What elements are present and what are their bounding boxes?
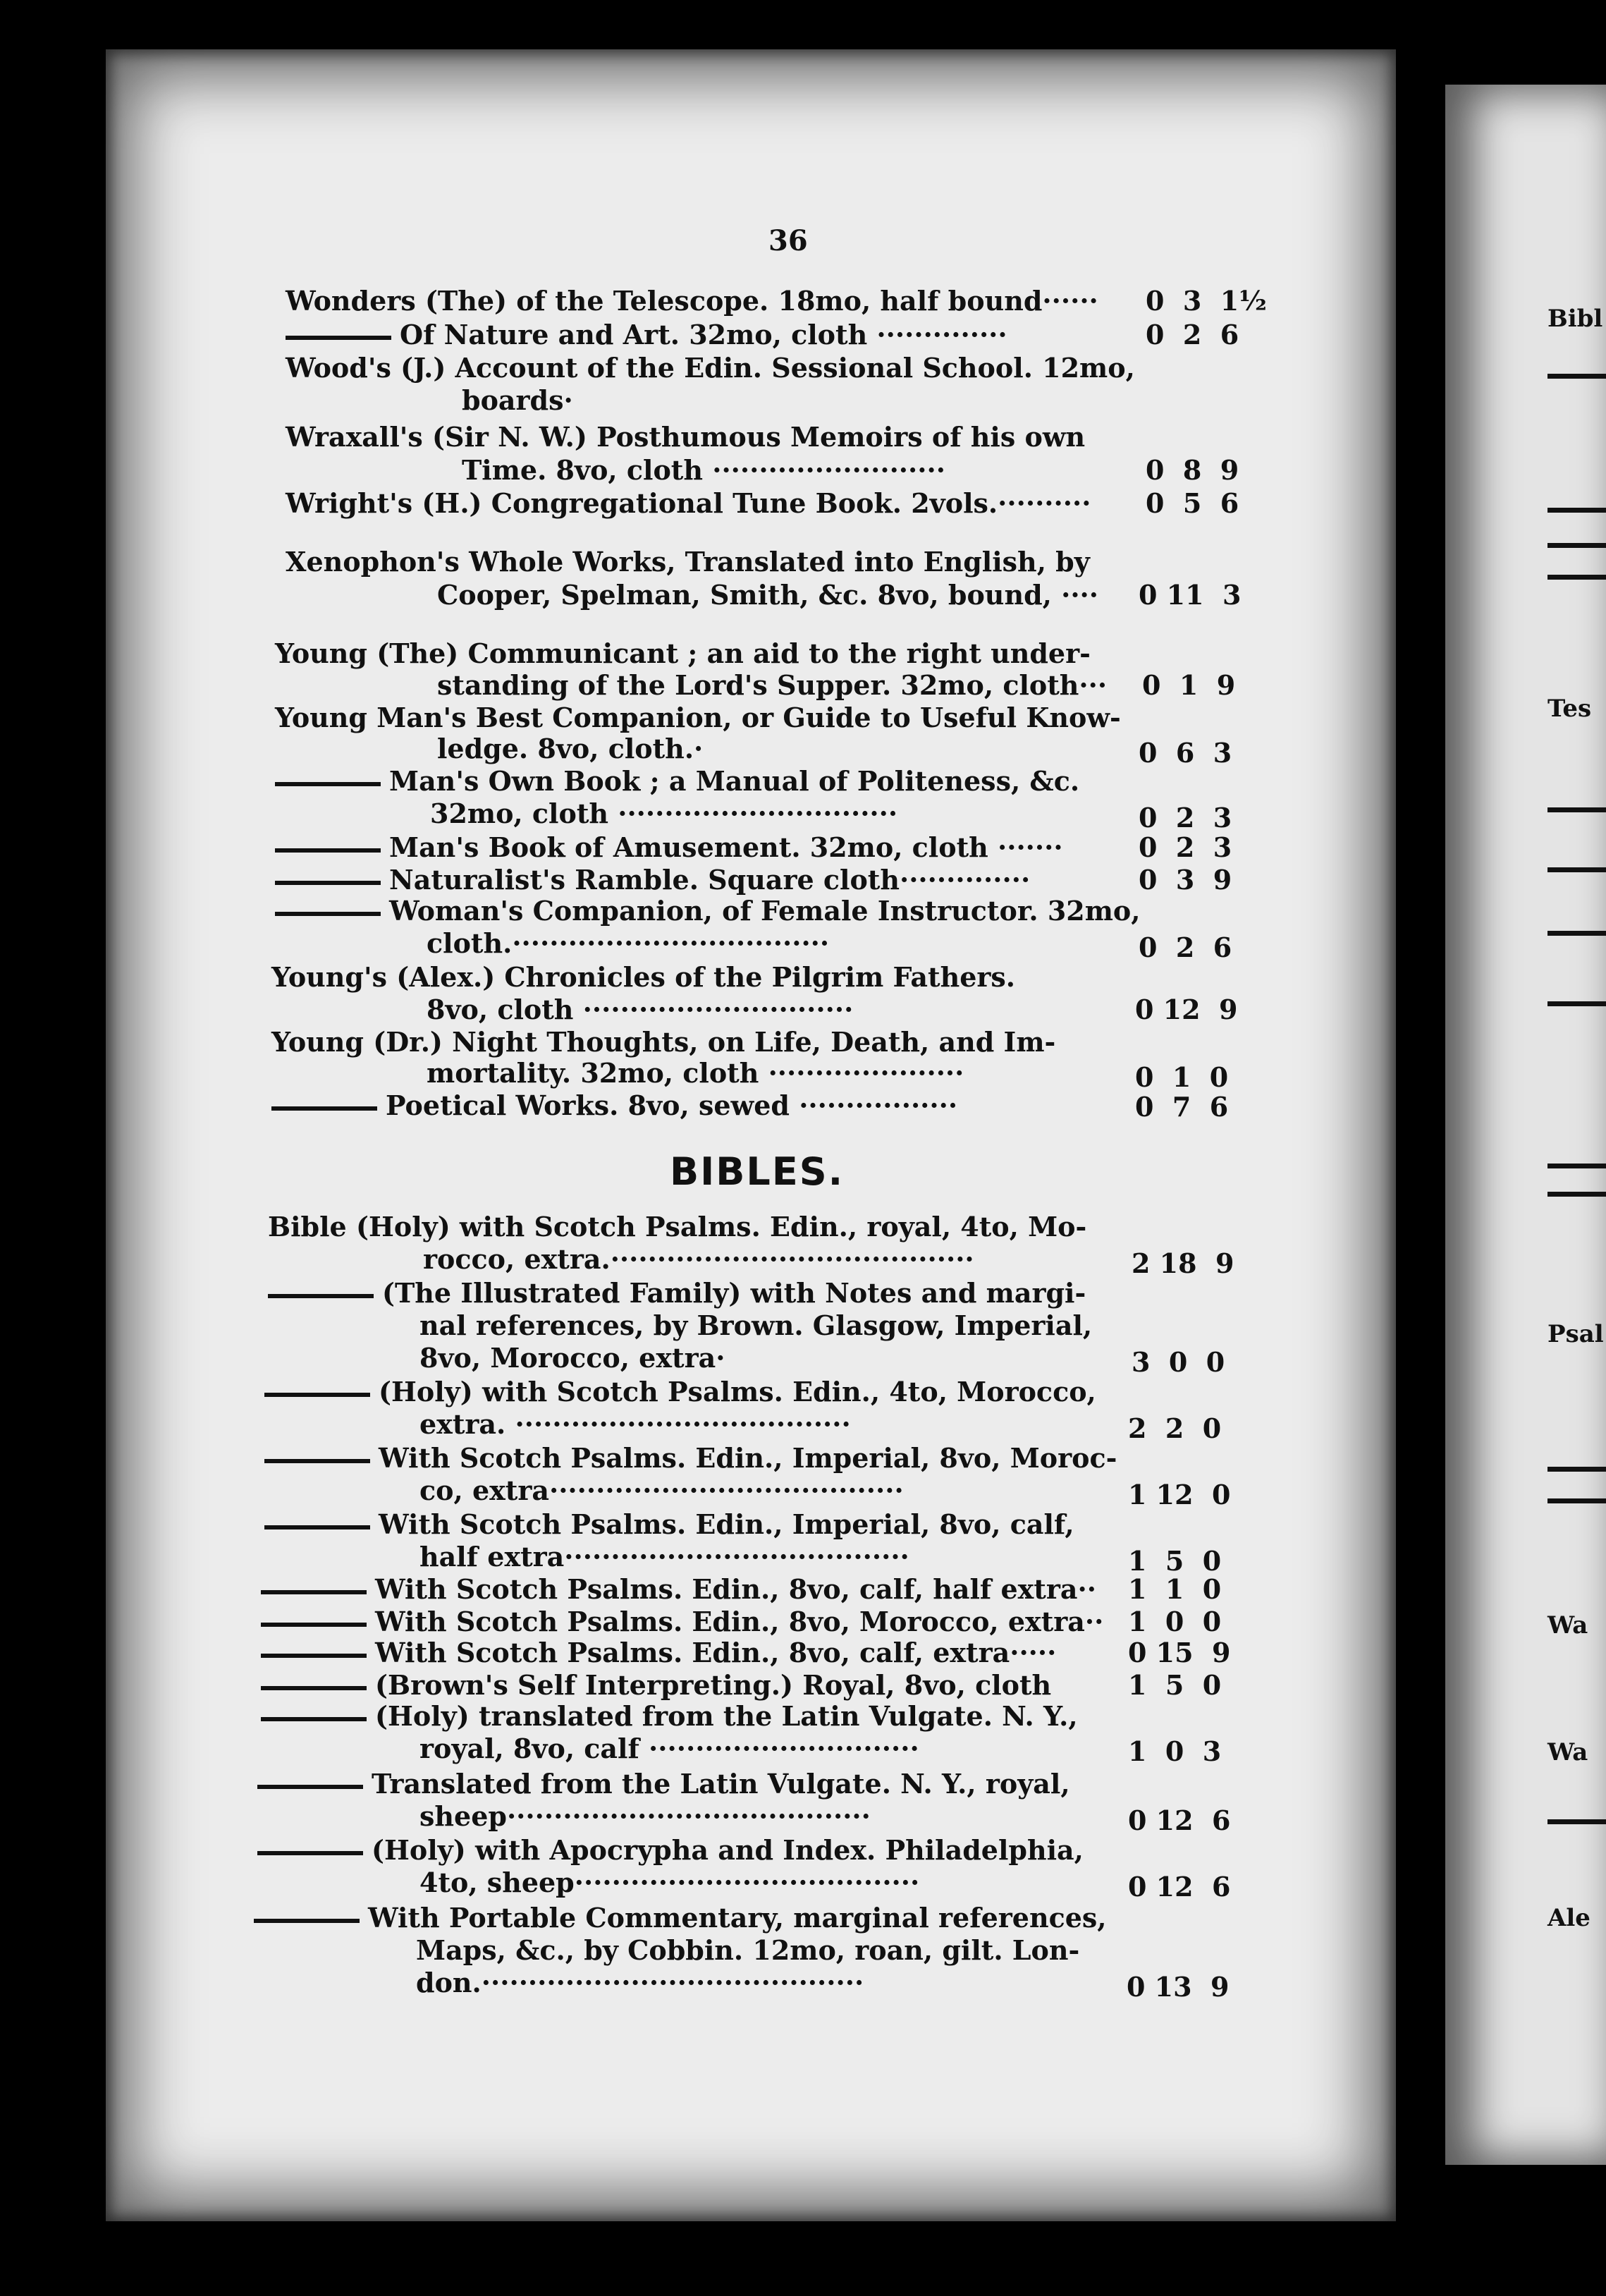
- entry-line: sheep·······································: [419, 1800, 871, 1832]
- adjacent-ditto-rule: [1547, 931, 1606, 936]
- entry-line: Of Nature and Art. 32mo, cloth ··············: [286, 319, 1007, 350]
- entry-line: 4to, sheep·····································: [419, 1867, 920, 1898]
- ditto-dash: [275, 848, 381, 853]
- entry-line: half extra·····································: [419, 1541, 909, 1573]
- entry-price: 1 5 0: [1128, 1545, 1222, 1577]
- entry-line: Young Man's Best Companion, or Guide to Useful Know-: [275, 702, 1121, 733]
- entry-line: (Holy) translated from the Latin Vulgate. N. Y.,: [261, 1701, 1078, 1732]
- entry-price: 0 6 3: [1139, 737, 1232, 769]
- entry-price: 1 5 0: [1128, 1669, 1222, 1701]
- entry-line: Time. 8vo, cloth ·························: [462, 454, 945, 486]
- entry-line: (The Illustrated Family) with Notes and margi-: [268, 1278, 1086, 1309]
- entry-line: 8vo, Morocco, extra·: [419, 1342, 725, 1374]
- entry-line: 32mo, cloth ······························: [430, 798, 898, 829]
- entry-line: Bible (Holy) with Scotch Psalms. Edin., royal, 4to, Mo-: [268, 1211, 1087, 1242]
- entry-line: don.·········································: [416, 1967, 864, 1998]
- entry-line: (Holy) with Apocrypha and Index. Philadelphia,: [257, 1835, 1084, 1866]
- ditto-dash: [261, 1717, 367, 1721]
- entry-price: 0 2 6: [1146, 319, 1239, 350]
- entry-price: 2 2 0: [1128, 1412, 1222, 1444]
- adjacent-page-fragment: Psal: [1547, 1320, 1604, 1348]
- entry-line: With Scotch Psalms. Edin., 8vo, calf, half extra··: [261, 1574, 1096, 1605]
- entry-price: 3 0 0: [1132, 1346, 1225, 1378]
- ditto-dash: [261, 1623, 367, 1627]
- ditto-dash: [268, 1294, 374, 1298]
- entry-line: extra. ····································: [419, 1408, 851, 1440]
- ditto-dash: [261, 1590, 367, 1594]
- entry-price: 0 3 1½: [1146, 285, 1267, 317]
- entry-line: ledge. 8vo, cloth.·: [437, 733, 704, 764]
- entry-line: Man's Book of Amusement. 32mo, cloth ·······: [275, 832, 1063, 863]
- entry-line: With Scotch Psalms. Edin., Imperial, 8vo, Moroc-: [264, 1443, 1117, 1474]
- adjacent-ditto-rule: [1547, 575, 1606, 580]
- adjacent-ditto-rule: [1547, 1164, 1606, 1168]
- entry-price: 0 2 3: [1139, 802, 1232, 833]
- ditto-dash: [264, 1393, 370, 1397]
- entry-price: 0 2 3: [1139, 831, 1232, 863]
- entry-line: Man's Own Book ; a Manual of Politeness, &c.: [275, 766, 1079, 797]
- entry-price: 0 12 9: [1135, 994, 1238, 1025]
- entry-line: standing of the Lord's Supper. 32mo, cloth···: [437, 669, 1108, 701]
- entry-price: 0 1 9: [1142, 669, 1236, 701]
- adjacent-ditto-rule: [1547, 1192, 1606, 1197]
- entry-line: Xenophon's Whole Works, Translated into English, by: [286, 546, 1090, 578]
- ditto-dash: [261, 1686, 367, 1690]
- adjacent-ditto-rule: [1547, 543, 1606, 548]
- entry-price: 0 13 9: [1127, 1971, 1230, 2003]
- ditto-dash: [286, 336, 391, 340]
- ditto-dash: [254, 1919, 360, 1923]
- entry-price: 1 0 3: [1128, 1735, 1222, 1767]
- entry-price: 0 2 6: [1139, 932, 1232, 963]
- ditto-dash: [271, 1106, 377, 1111]
- entry-line: (Holy) with Scotch Psalms. Edin., 4to, Morocco,: [264, 1376, 1096, 1407]
- entry-line: Poetical Works. 8vo, sewed ·················: [271, 1090, 957, 1121]
- entry-line: With Portable Commentary, marginal references,: [254, 1903, 1107, 1934]
- entry-price: 0 3 9: [1139, 864, 1232, 896]
- adjacent-page-fragment: Wa: [1547, 1611, 1588, 1639]
- ditto-dash: [275, 782, 381, 786]
- entry-line: boards·: [462, 384, 573, 416]
- entry-price: 0 12 6: [1128, 1805, 1231, 1836]
- entry-line: Naturalist's Ramble. Square cloth··············: [275, 865, 1030, 896]
- page-number: 36: [768, 224, 808, 257]
- ditto-dash: [261, 1654, 367, 1658]
- entry-price: 0 7 6: [1135, 1091, 1229, 1123]
- adjacent-ditto-rule: [1547, 1467, 1606, 1472]
- entry-line: Woman's Companion, of Female Instructor. 32mo,: [275, 896, 1140, 927]
- entry-price: 0 5 6: [1146, 487, 1239, 519]
- entry-price: 0 15 9: [1128, 1637, 1231, 1668]
- adjacent-ditto-rule: [1547, 1819, 1606, 1824]
- ditto-dash: [257, 1785, 363, 1789]
- entry-line: Wright's (H.) Congregational Tune Book. 2vols.··········: [286, 487, 1091, 519]
- entry-line: Young (The) Communicant ; an aid to the right under-: [275, 637, 1091, 669]
- entry-line: royal, 8vo, calf ·····························: [419, 1733, 919, 1764]
- adjacent-ditto-rule: [1547, 1498, 1606, 1503]
- entry-line: mortality. 32mo, cloth ·····················: [427, 1057, 964, 1089]
- adjacent-ditto-rule: [1547, 807, 1606, 812]
- entry-line: Cooper, Spelman, Smith, &c. 8vo, bound, ····: [437, 579, 1099, 611]
- adjacent-page-fragment: Tes: [1547, 695, 1592, 723]
- adjacent-page-fragment: Bibl: [1547, 305, 1603, 333]
- entry-line: nal references, by Brown. Glasgow, Imperial,: [419, 1309, 1093, 1341]
- ditto-dash: [275, 912, 381, 916]
- ditto-dash: [264, 1459, 370, 1463]
- entry-line: Wonders (The) of the Telescope. 18mo, half bound······: [286, 285, 1098, 317]
- ditto-dash: [275, 881, 381, 885]
- entry-price: 2 18 9: [1132, 1247, 1234, 1279]
- adjacent-page-fragment: Ale: [1547, 1904, 1590, 1932]
- adjacent-page-fragment: Wa: [1547, 1738, 1588, 1766]
- entry-line: Wraxall's (Sir N. W.) Posthumous Memoirs of his own: [286, 421, 1086, 453]
- adjacent-ditto-rule: [1547, 508, 1606, 513]
- entry-line: Young's (Alex.) Chronicles of the Pilgrim Fathers.: [271, 961, 1016, 993]
- adjacent-ditto-rule: [1547, 867, 1606, 872]
- entry-price: 1 0 0: [1128, 1606, 1222, 1637]
- adjacent-ditto-rule: [1547, 374, 1606, 379]
- entry-line: Translated from the Latin Vulgate. N. Y., royal,: [257, 1769, 1070, 1800]
- entry-price: 1 1 0: [1128, 1573, 1222, 1605]
- entry-line: 8vo, cloth ·····························: [427, 994, 854, 1025]
- entry-line: Young (Dr.) Night Thoughts, on Life, Death, and Im-: [271, 1026, 1056, 1058]
- entry-line: co, extra······································: [419, 1474, 904, 1506]
- entry-line: (Brown's Self Interpreting.) Royal, 8vo, cloth: [261, 1670, 1051, 1701]
- entry-line: rocco, extra.·······································: [423, 1243, 974, 1275]
- ditto-dash: [257, 1851, 363, 1855]
- entry-line: With Scotch Psalms. Edin., Imperial, 8vo, calf,: [264, 1509, 1074, 1540]
- entry-line: cloth.··································: [427, 927, 830, 959]
- entry-price: 1 12 0: [1128, 1479, 1231, 1510]
- entry-price: 0 11 3: [1139, 579, 1242, 611]
- section-heading: BIBLES.: [670, 1149, 845, 1194]
- entry-line: Maps, &c., by Cobbin. 12mo, roan, gilt. Lon-: [416, 1934, 1080, 1966]
- entry-line: Wood's (J.) Account of the Edin. Sessional School. 12mo,: [286, 352, 1135, 384]
- entry-price: 0 12 6: [1128, 1871, 1231, 1903]
- entry-line: With Scotch Psalms. Edin., 8vo, Morocco, extra··: [261, 1606, 1103, 1637]
- adjacent-ditto-rule: [1547, 1001, 1606, 1006]
- ditto-dash: [264, 1525, 370, 1529]
- entry-price: 0 1 0: [1135, 1061, 1229, 1093]
- entry-price: 0 8 9: [1146, 454, 1239, 486]
- entry-line: With Scotch Psalms. Edin., 8vo, calf, extra·····: [261, 1637, 1056, 1668]
